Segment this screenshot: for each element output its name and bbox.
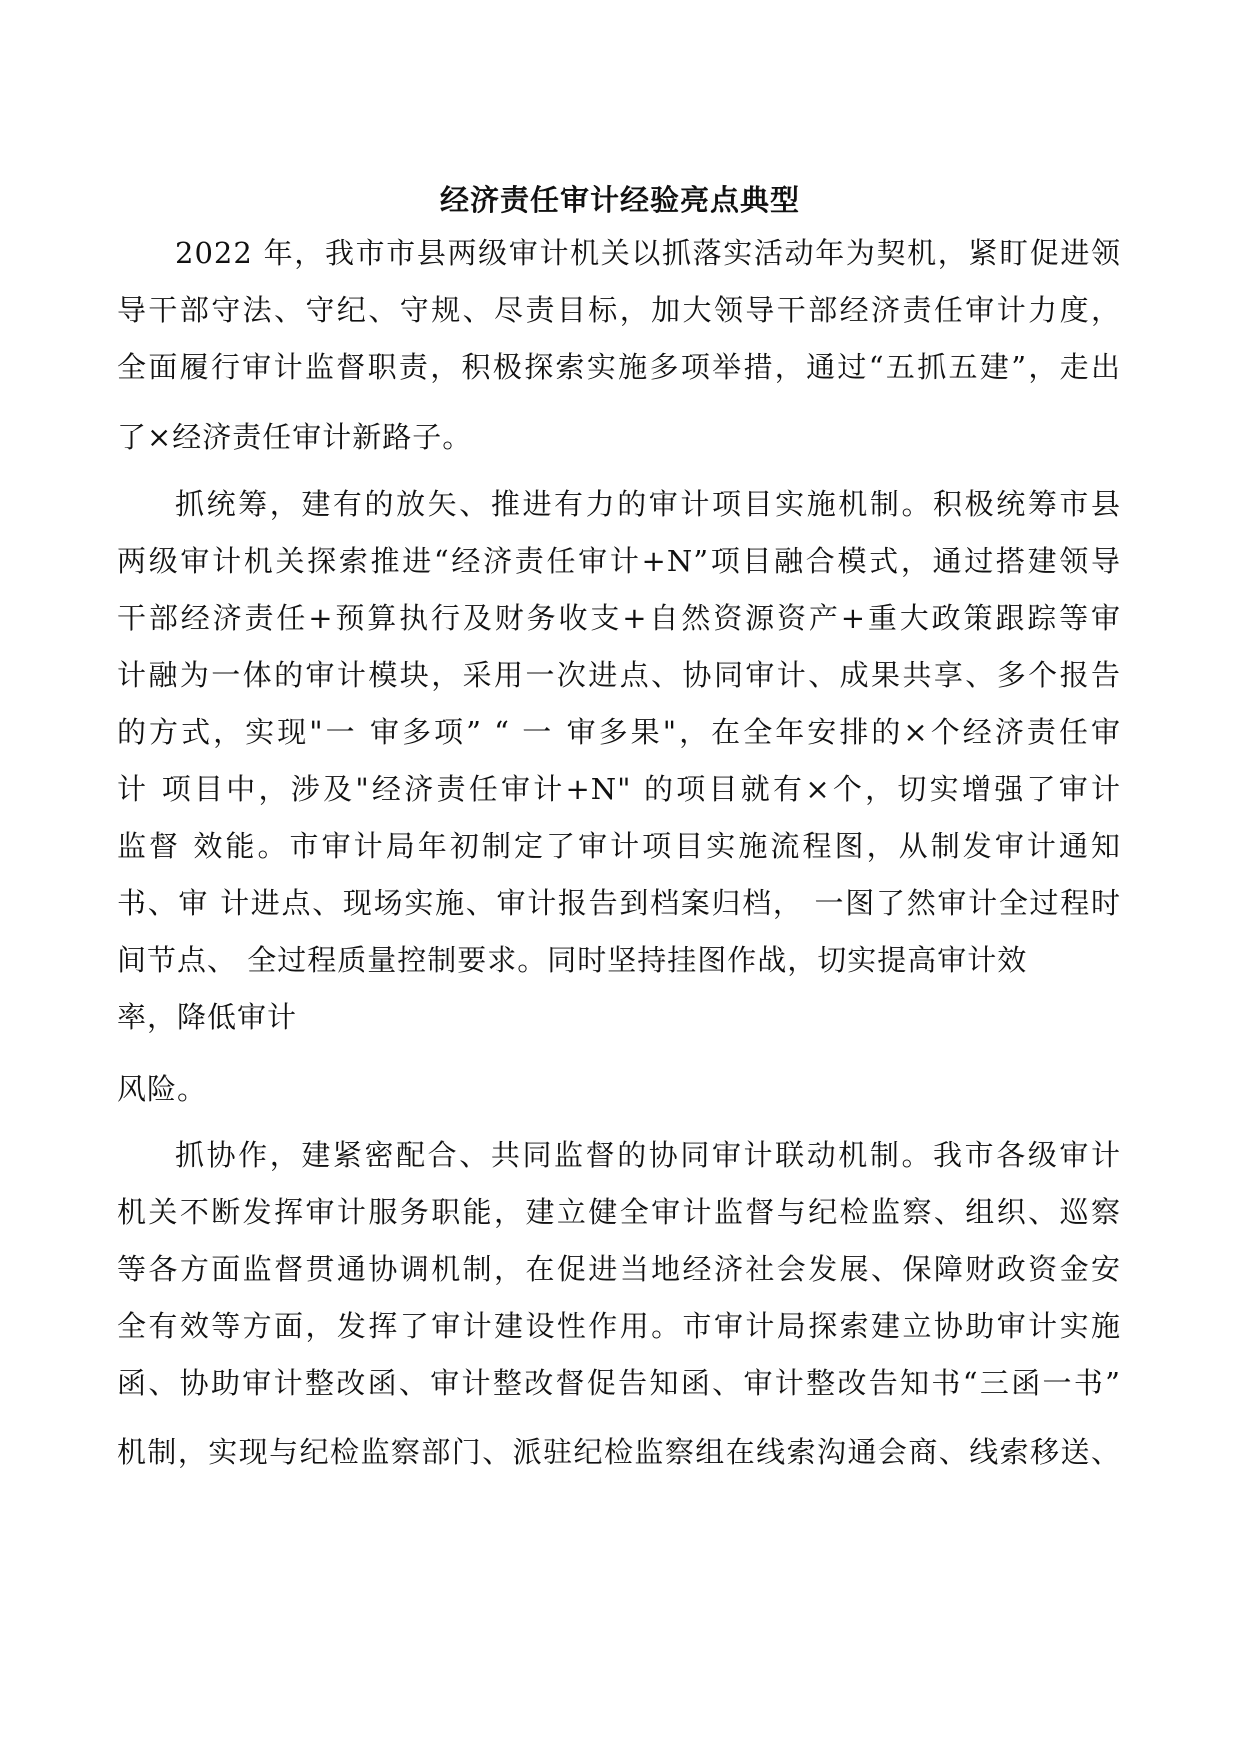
- paragraph-line: 监督 效能。市审计局年初制定了审计项目实施流程图，从制发审计通知: [117, 829, 1121, 863]
- paragraph-line: 函、协助审计整改函、审计整改督促告知函、审计整改告知书“三函一书”: [117, 1366, 1121, 1400]
- paragraph-line: 间节点、 全过程质量控制要求。同时坚持挂图作战，切实提高审计效: [117, 943, 1028, 977]
- paragraph-line: 计 项目中，涉及"经济责任审计+N" 的项目就有×个，切实增强了审计: [117, 772, 1121, 806]
- paragraph-line: 抓协作，建紧密配合、共同监督的协同审计联动机制。我市各级审计: [175, 1138, 1121, 1172]
- paragraph-line: 全有效等方面，发挥了审计建设性作用。市审计局探索建立协助审计实施: [117, 1309, 1121, 1343]
- paragraph-line: 书、审 计进点、现场实施、审计报告到档案归档， 一图了然审计全过程时: [117, 886, 1121, 920]
- paragraph-line: 两级审计机关探索推进“经济责任审计+N”项目融合模式，通过搭建领导: [117, 544, 1121, 578]
- paragraph-line: 机关不断发挥审计服务职能，建立健全审计监督与纪检监察、组织、巡察: [117, 1195, 1121, 1229]
- document-title: 经济责任审计经验亮点典型: [439, 183, 800, 217]
- paragraph-line: 全面履行审计监督职责，积极探索实施多项举措，通过“五抓五建”，走出: [117, 350, 1121, 384]
- paragraph-line: 的方式，实现"一 审多项” “ 一 审多果"，在全年安排的×个经济责任审: [117, 715, 1121, 749]
- paragraph-line: 2022 年，我市市县两级审计机关以抓落实活动年为契机，紧盯促进领: [175, 236, 1121, 270]
- paragraph-line: 导干部守法、守纪、守规、尽责目标，加大领导干部经济责任审计力度，: [117, 293, 1121, 327]
- paragraph-line: 抓统筹，建有的放矢、推进有力的审计项目实施机制。积极统筹市县: [175, 487, 1121, 521]
- paragraph-line: 率，降低审计: [117, 1000, 298, 1034]
- paragraph-line: 风险。: [117, 1072, 208, 1106]
- paragraph-line: 等各方面监督贯通协调机制，在促进当地经济社会发展、保障财政资金安: [117, 1252, 1121, 1286]
- paragraph-line: 机制，实现与纪检监察部门、派驻纪检监察组在线索沟通会商、线索移送、: [117, 1435, 1121, 1469]
- paragraph-line: 计融为一体的审计模块，采用一次进点、协同审计、成果共享、多个报告: [117, 658, 1121, 692]
- paragraph-line: 了×经济责任审计新路子。: [117, 420, 473, 454]
- paragraph-line: 干部经济责任+预算执行及财务收支+自然资源资产+重大政策跟踪等审: [117, 601, 1121, 635]
